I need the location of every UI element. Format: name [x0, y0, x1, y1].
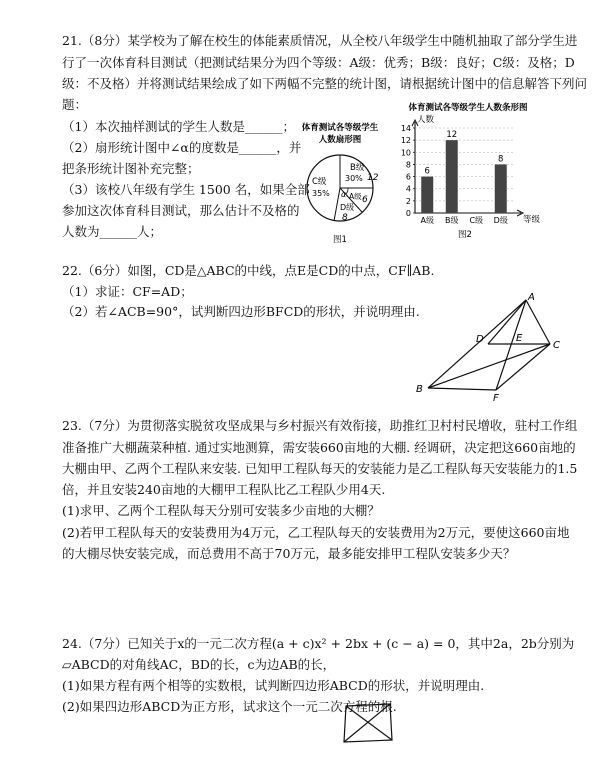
- bar-2: [446, 140, 458, 213]
- point-label-c: C: [553, 340, 560, 351]
- q21-sub-3b: 参加这次体育科目测试，那么估计不及格的: [62, 203, 300, 218]
- bar-1: [421, 177, 433, 213]
- bar-chart-figure: [393, 100, 543, 245]
- point-label-d: D: [476, 334, 484, 345]
- pie-label-d: D级: [340, 203, 355, 212]
- q21-sub-2: （2）扇形统计图中∠α的度数是______，并: [62, 140, 302, 155]
- pie-label-c-pct: 35%: [312, 189, 330, 198]
- y-tick-label: 10: [400, 148, 411, 158]
- point-label-f: F: [493, 393, 499, 402]
- q22-geometry-figure: [410, 292, 570, 402]
- x-tick-label: D级: [493, 216, 508, 225]
- pie-label-c: C级: [312, 177, 327, 187]
- bar-4: [495, 164, 507, 213]
- pie-caption: 图1: [333, 235, 347, 245]
- q23-line-2: 准备推广大棚蔬菜种植. 通过实地测算，需安装660亩地的大棚. 经调研，决定把这660亩地的: [62, 440, 576, 455]
- bar-data-label: 12: [446, 130, 458, 141]
- pie-alpha-arc: [346, 188, 348, 194]
- q24-line-3: (1)如果方程有两个相等的实数根，试判断四边形ABCD的形状，并说明理由.: [62, 678, 485, 693]
- q22-line-3: （2）若∠ACB=90°，试判断四边形BFCD的形状，并说明理由.: [62, 304, 420, 319]
- q23-line-1: 23.（7分）为贯彻落实脱贫攻坚成果与乡村振兴有效衔接，助推红卫村村民增收，驻村工作组: [62, 418, 578, 433]
- y-tick-label: 6: [405, 172, 411, 182]
- pie-handwritten-12: 12: [367, 173, 379, 183]
- pie-label-b-pct: 30%: [345, 174, 363, 183]
- q21-sub-3: （3）该校八年级有学生 1500 名，如果全部: [62, 182, 310, 197]
- q23-line-6: (2)若甲工程队每天的安装费用为4万元，乙工程队每天的安装费用为2万元，要使这660亩地: [62, 525, 570, 540]
- bar-chart-title: 体育测试各等级学生人数条形图: [408, 103, 528, 113]
- q24-parallelogram-sketch: [340, 700, 396, 745]
- point-label-b: B: [416, 384, 423, 395]
- q23-line-4: 倍，并且安装240亩地的大棚甲工程队比乙工程队少用4天.: [62, 482, 386, 497]
- q21-line-3: 级：不及格）并将测试结果绘成了如下两幅不完整的统计图，请根据统计图中的信息解答下列问: [62, 76, 588, 91]
- pie-handwritten-6: 6: [362, 195, 368, 205]
- q21-line-4: 题：: [62, 97, 88, 112]
- bar-chart-xlabel: 等级: [523, 215, 541, 225]
- bar-chart-caption: 图2: [458, 230, 472, 240]
- q22-line-1: 22.（6分）如图，CD是△ABC的中线，点E是CD的中点，CF∥AB.: [62, 263, 435, 278]
- pie-label-b: B级: [350, 163, 365, 173]
- pie-title-2: 人数扇形图: [318, 135, 362, 145]
- bar-chart-ylabel: 人数: [417, 115, 435, 125]
- segment-bf: [428, 388, 496, 390]
- y-tick-label: 12: [400, 136, 411, 146]
- q24-line-2: ▱ABCD的对角线AC，BD的长，c为边AB的长，: [62, 657, 336, 672]
- pie-handwritten-8: 8: [342, 213, 348, 223]
- y-tick-label: 0: [405, 209, 411, 218]
- q23-line-5: (1)求甲、乙两个工程队每天分别可安装多少亩地的大棚？: [62, 503, 380, 518]
- y-tick-label: 4: [405, 184, 411, 194]
- point-label-e: E: [516, 333, 523, 344]
- bar-data-label: 8: [498, 154, 504, 165]
- q21-sub-3c: 人数为______人；: [62, 224, 163, 239]
- y-tick-label: 14: [400, 124, 411, 133]
- q22-line-2: （1）求证：CF=AD；: [62, 284, 193, 299]
- pie-alpha-label: α: [341, 190, 347, 199]
- q21-sub-2b: 把条形统计图补充完整；: [62, 161, 200, 176]
- y-tick-label: 8: [405, 160, 411, 170]
- bar-data-label: 6: [424, 166, 430, 177]
- x-tick-label: B级: [445, 216, 459, 225]
- segment-ac: [526, 300, 550, 344]
- q21-sub-1: （1）本次抽样测试的学生人数是______；: [62, 119, 295, 134]
- pie-chart-figure: [290, 118, 390, 248]
- q23-line-3: 大棚由甲、乙两个工程队来安装. 已知甲工程队每天的安装能力是乙工程队每天安装能力的1.5: [62, 461, 578, 476]
- q24-line-1: 24.（7分）已知关于x的一元二次方程(a + c)x² + 2bx + (c − a) = 0，其中2a，2b分别为: [62, 636, 575, 651]
- q24-line-4: (2)如果四边形ABCD为正方形，试求这个一元二次方程的根.: [62, 699, 397, 714]
- x-tick-label: C级: [469, 216, 484, 225]
- x-tick-label: A级: [420, 216, 434, 225]
- q21-line-2: 行了一次体育科目测试（把测试结果分为四个等级：A级：优秀；B级：良好；C级：及格；D: [62, 55, 575, 70]
- y-tick-label: 2: [405, 196, 411, 206]
- pie-title-1: 体育测试各等级学生: [301, 123, 379, 133]
- pie-label-a: A级: [349, 192, 362, 201]
- q21-line-1: 21.（8分）某学校为了解在校生的体能素质情况，从全校八年级学生中随机抽取了部分学生进: [62, 33, 578, 48]
- segment-bc: [428, 344, 550, 388]
- point-label-a: A: [528, 292, 535, 303]
- q23-line-7: 的大棚尽快安装完成，而总费用不高于70万元，最多能安排甲工程队安装多少天？: [62, 546, 516, 561]
